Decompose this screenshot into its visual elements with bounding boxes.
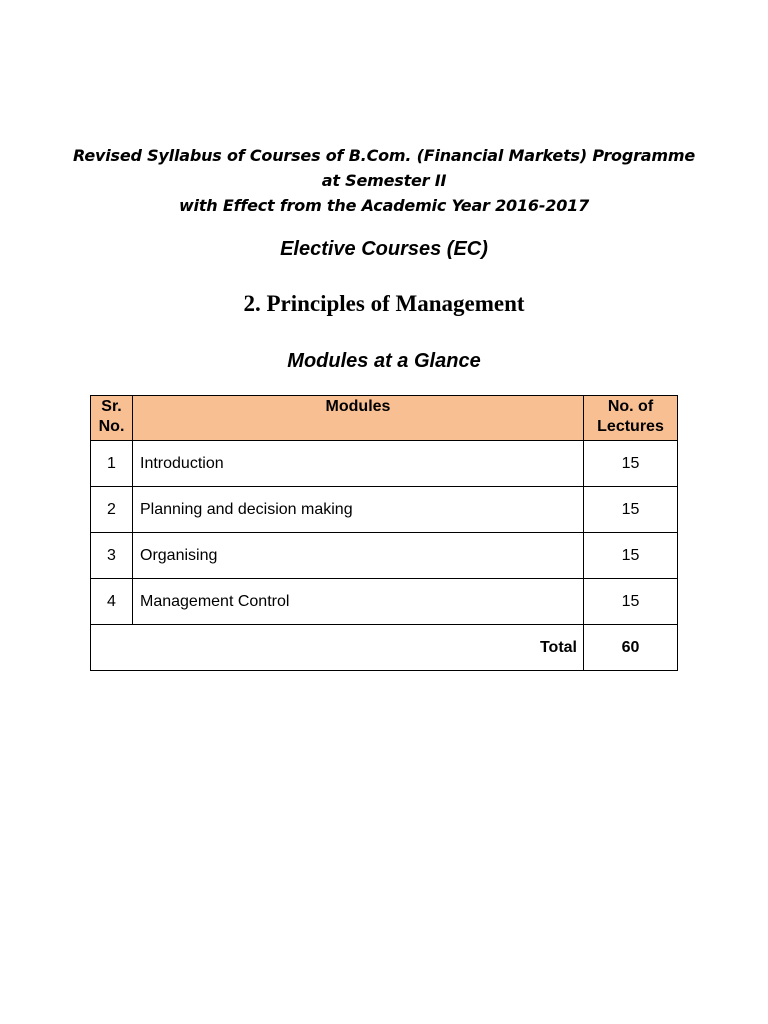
total-value: 60 (584, 625, 678, 671)
row-lectures: 15 (584, 533, 678, 579)
header-sr-line-2: No. (98, 418, 125, 435)
table-row (91, 441, 678, 487)
heading-line-1: Revised Syllabus of Courses of B.Com. (Financial Markets) Programme (73, 146, 695, 165)
row-module: Management Control (133, 579, 584, 625)
header-sr-no (91, 396, 133, 441)
row-sr-no: 1 (91, 441, 133, 487)
table-row (91, 533, 678, 579)
heading-line-3: with Effect from the Academic Year 2016-2017 (178, 196, 590, 215)
header-lectures-line-2: Lectures (597, 418, 664, 435)
row-lectures: 15 (584, 441, 678, 487)
row-module: Introduction (133, 441, 584, 487)
header-sr-line-1: Sr. (101, 398, 122, 415)
total-row (91, 625, 678, 671)
section-title: Modules at a Glance (287, 350, 481, 372)
row-lectures: 15 (584, 579, 678, 625)
total-label: Total (91, 625, 584, 671)
syllabus-heading (0, 143, 768, 218)
row-module: Planning and decision making (133, 487, 584, 533)
table-row (91, 579, 678, 625)
course-title: 2. Principles of Management (243, 291, 525, 316)
heading-line-2: at Semester II (321, 171, 447, 190)
header-lectures-line-1: No. of (607, 398, 654, 415)
row-sr-no: 3 (91, 533, 133, 579)
table-header-row (91, 396, 678, 441)
row-lectures: 15 (584, 487, 678, 533)
header-lectures (584, 396, 678, 441)
modules-table (90, 395, 678, 671)
header-modules: Modules (133, 396, 584, 441)
row-sr-no: 4 (91, 579, 133, 625)
table-row (91, 487, 678, 533)
row-sr-no: 2 (91, 487, 133, 533)
course-category: Elective Courses (EC) (280, 238, 488, 260)
row-module: Organising (133, 533, 584, 579)
